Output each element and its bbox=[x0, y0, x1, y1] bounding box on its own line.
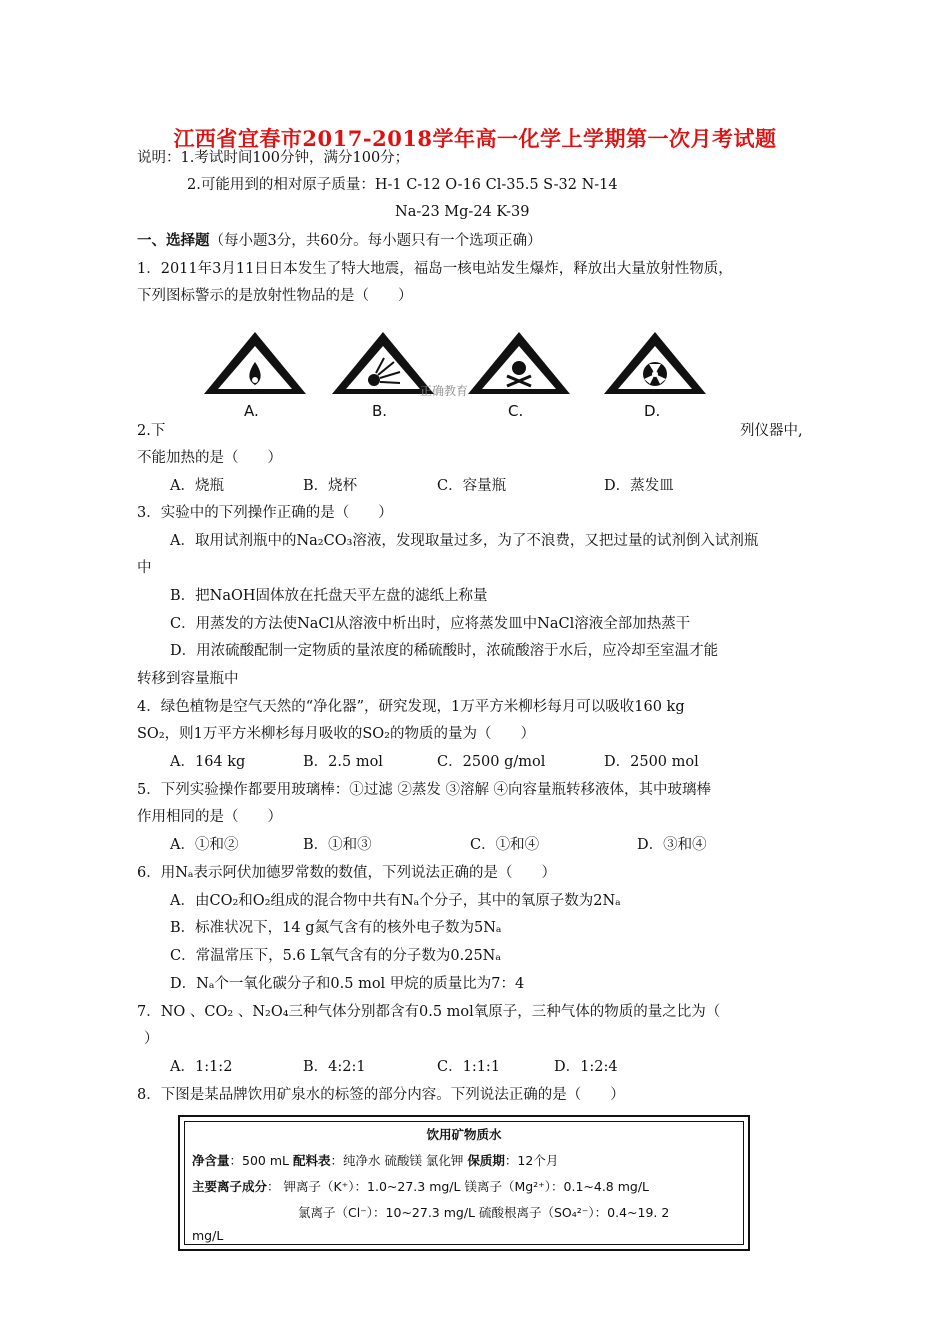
q4-option-a: A．164 kg bbox=[170, 754, 246, 770]
q2-option-a: A．烧瓶 bbox=[170, 478, 224, 494]
q6-line-1: 6．用Nₐ表示阿伏加德罗常数的数值，下列说法正确的是（ ） bbox=[137, 865, 557, 881]
q5-option-d: D．③和④ bbox=[637, 837, 707, 853]
q6-option-a: A．由CO₂和O₂组成的混合物中共有Nₐ个分子，其中的氧原子数为2Nₐ bbox=[170, 893, 621, 909]
q7-line-1: 7．NO 、CO₂ 、N₂O₄三种气体分别都含有0.5 mol氧原子，三种气体的物质的量之比为（ bbox=[137, 1004, 721, 1020]
shelf-life-value: ：12个月 bbox=[504, 1153, 559, 1168]
toxic-sign-icon bbox=[464, 328, 574, 420]
q6-option-c: C．常温常压下，5.6 L氧气含有的分子数为0.25Nₐ bbox=[170, 948, 501, 964]
flammable-sign-icon bbox=[200, 328, 310, 420]
net-content-key: 净含量 bbox=[192, 1153, 230, 1168]
shelf-life-key: 保质期 bbox=[467, 1153, 505, 1168]
q8-line-1: 8．下图是某品牌饮用矿泉水的标签的部分内容。下列说法正确的是（ ） bbox=[137, 1087, 625, 1103]
q7-option-a: A．1:1:2 bbox=[170, 1059, 233, 1075]
q5-option-a: A．①和② bbox=[170, 837, 239, 853]
note-3: Na-23 Mg-24 K-39 bbox=[395, 204, 530, 220]
q4-line-2: SO₂，则1万平方米柳杉每月吸收的SO₂的物质的量为（ ） bbox=[137, 726, 535, 742]
label-row-3: 氯离子（Cl⁻）：10~27.3 mg/L 硫酸根离子（SO₄²⁻）：0.4~19. 2 bbox=[298, 1205, 670, 1220]
note-1: 说明：1.考试时间100分钟，满分100分； bbox=[137, 150, 410, 166]
watermark: 正确教育 bbox=[420, 384, 469, 398]
label-title: 饮用矿物质水 bbox=[426, 1127, 502, 1142]
q1-line-2: 下列图标警示的是放射性物品的是（ ） bbox=[137, 288, 413, 304]
label-row-2 bbox=[192, 1177, 649, 1195]
q2-line-2: 不能加热的是（ ） bbox=[137, 450, 282, 466]
explosive-sign-icon bbox=[328, 328, 438, 420]
q4-option-b: B．2.5 mol bbox=[303, 754, 383, 770]
q6-option-d: D．Nₐ个一氧化碳分子和0.5 mol 甲烷的质量比为7：4 bbox=[170, 976, 525, 992]
ions-key: 主要离子成分 bbox=[192, 1179, 268, 1194]
q2-option-d: D．蒸发皿 bbox=[604, 478, 674, 494]
q7-line-2: ） bbox=[144, 1031, 159, 1047]
q5-line-2: 作用相同的是（ ） bbox=[137, 809, 282, 825]
label-row-1 bbox=[192, 1151, 558, 1169]
ingredients-value: ：纯净水 硫酸镁 氯化钾 bbox=[330, 1153, 468, 1168]
section-instructions: （每小题3分，共60分。每小题只有一个选项正确） bbox=[209, 233, 542, 249]
ions-value-1: ： 钾离子（K⁺）：1.0~27.3 mg/L 镁离子（Mg²⁺）：0.1~4.8 mg/L bbox=[267, 1179, 650, 1194]
q2-option-c: C．容量瓶 bbox=[437, 478, 507, 494]
q4-line-1: 4．绿色植物是空气天然的“净化器”，研究发现，1万平方米柳杉每月可以吸收160 kg bbox=[137, 699, 685, 715]
sign-label-a: A. bbox=[244, 402, 259, 420]
q2-line-1a: 2.下 bbox=[137, 423, 166, 439]
q3-option-b: B．把NaOH固体放在托盘天平左盘的滤纸上称量 bbox=[170, 588, 488, 604]
q5-option-c: C．①和④ bbox=[470, 837, 540, 853]
sign-label-d: D. bbox=[644, 402, 661, 420]
q3-option-d-1: D．用浓硫酸配制一定物质的量浓度的稀硫酸时，浓硫酸溶于水后，应冷却至室温才能 bbox=[170, 643, 719, 659]
q7-option-b: B．4:2:1 bbox=[303, 1059, 366, 1075]
q1-line-1: 1．2011年3月11日日本发生了特大地震，福岛一核电站发生爆炸，释放出大量放射性物质， bbox=[137, 261, 733, 277]
sign-label-c: C. bbox=[508, 402, 524, 420]
q4-option-d: D．2500 mol bbox=[604, 754, 699, 770]
q7-option-c: C．1:1:1 bbox=[437, 1059, 501, 1075]
section-title: 一、选择题 bbox=[137, 232, 210, 249]
q5-option-b: B．①和③ bbox=[303, 837, 372, 853]
ingredients-key: 配料表 bbox=[292, 1153, 331, 1168]
q2-option-b: B．烧杯 bbox=[303, 478, 358, 494]
q4-option-c: C．2500 g/mol bbox=[437, 754, 546, 770]
warning-signs bbox=[200, 328, 700, 420]
q3-option-d-2: 转移到容量瓶中 bbox=[137, 671, 239, 687]
q2-line-1b: 列仪器中, bbox=[740, 423, 803, 439]
q5-line-1: 5．下列实验操作都要用玻璃棒：①过滤 ②蒸发 ③溶解 ④向容量瓶转移液体，其中玻璃棒 bbox=[137, 782, 712, 798]
mineral-water-label bbox=[178, 1115, 750, 1251]
radioactive-sign-icon bbox=[600, 328, 710, 420]
net-content-value: ：500 mL bbox=[229, 1153, 293, 1168]
sign-label-b: B. bbox=[372, 402, 388, 420]
q3-option-a-2: 中 bbox=[137, 560, 152, 576]
label-row-4: mg/L bbox=[192, 1228, 224, 1243]
q3-option-c: C．用蒸发的方法使NaCl从溶液中析出时，应将蒸发皿中NaCl溶液全部加热蒸干 bbox=[170, 616, 691, 632]
page-title: 江西省宜春市2017-2018学年高一化学上学期第一次月考试题 bbox=[173, 126, 777, 151]
q3-line-1: 3．实验中的下列操作正确的是（ ） bbox=[137, 505, 393, 521]
q3-option-a-1: A．取用试剂瓶中的Na₂CO₃溶液，发现取量过多，为了不浪费，又把过量的试剂倒入试剂瓶 bbox=[170, 533, 759, 549]
section-header bbox=[137, 231, 542, 251]
q6-option-b: B．标准状况下，14 g氮气含有的核外电子数为5Nₐ bbox=[170, 920, 502, 936]
note-2: 2.可能用到的相对原子质量：H-1 C-12 O-16 Cl-35.5 S-32 N-14 bbox=[187, 177, 618, 193]
q7-option-d: D．1:2:4 bbox=[554, 1059, 618, 1075]
